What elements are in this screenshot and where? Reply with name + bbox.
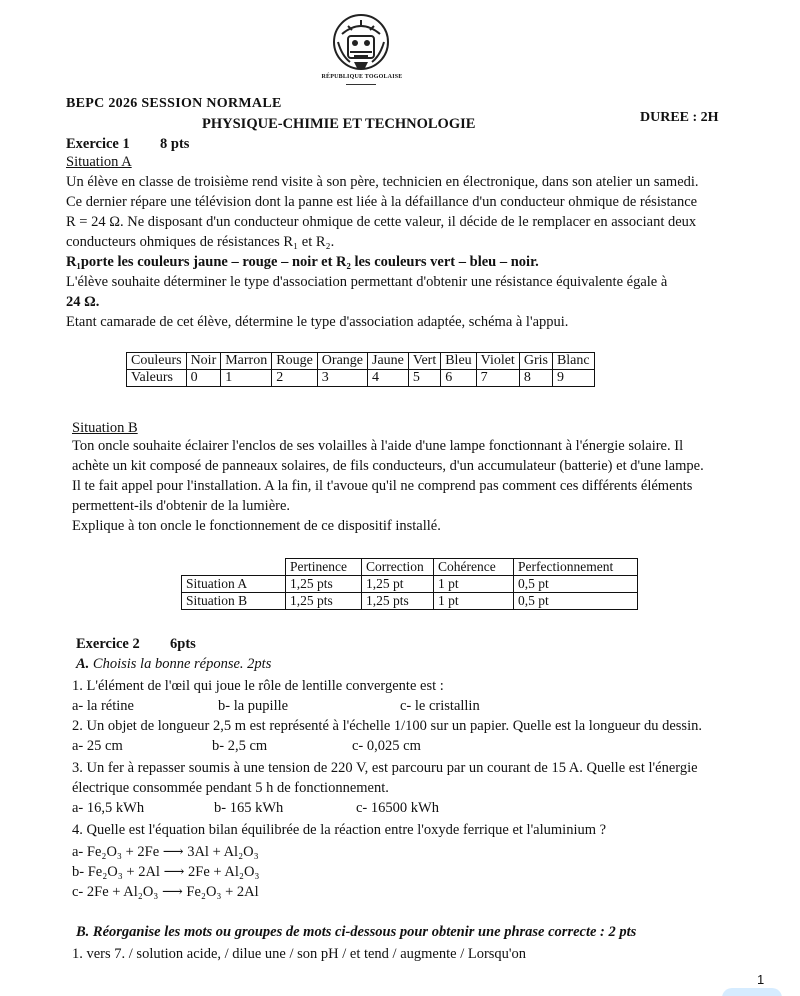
table-cell: 4 [368, 370, 409, 387]
table-cell: Bleu [441, 353, 476, 370]
exercise1-points: 8 pts [160, 136, 190, 152]
table-cell: 1,25 pts [286, 576, 362, 593]
table-cell: 1,25 pts [286, 593, 362, 610]
table-cell: 7 [476, 370, 519, 387]
q4-b-reactants: b- Fe₂O₃ + 2Al [72, 864, 160, 880]
table-cell [182, 559, 286, 576]
q4-a-products: 3Al + Al₂O₃ [187, 844, 259, 860]
page-number: 1 [757, 972, 765, 987]
q4-c-products: Fe₂O₃ + 2Al [186, 884, 259, 900]
situation-a-line: R₁porte les couleurs jaune – rouge – noir et R₂ les couleurs vert – bleu – noir. [66, 254, 539, 270]
situation-b-line: Ton oncle souhaite éclairer l'enclos de ses volailles à l'aide d'une lampe fonctionnant à l'énergie solaire. Il [72, 438, 684, 454]
q4-c-reactants: c- 2Fe + Al₂O₃ [72, 884, 159, 900]
q3-option-b: b- 165 kWh [214, 800, 284, 816]
table-cell: Correction [362, 559, 434, 576]
table-row [127, 370, 595, 387]
table-cell: Marron [221, 353, 272, 370]
q3-option-a: a- 16,5 kWh [72, 800, 145, 816]
table-cell: 5 [408, 370, 440, 387]
situation-a-line: 24 Ω. [66, 294, 100, 310]
table-cell: 0,5 pt [514, 576, 638, 593]
table-cell: Perfectionnement [514, 559, 638, 576]
part-b-instruction: Réorganise les mots ou groupes de mots ci-dessous pour obtenir une phrase correcte : 2 pts [92, 924, 637, 940]
table-cell: Blanc [552, 353, 594, 370]
situation-b-line: achète un kit composé de panneaux solaires, de fils conducteurs, d'un accumulateur (batterie) et d'une lampe. [72, 458, 704, 474]
table-cell: Vert [408, 353, 440, 370]
table-row [182, 593, 638, 610]
table-row [127, 353, 595, 370]
table-cell: 1 [221, 370, 272, 387]
table-cell: 0 [186, 370, 221, 387]
table-cell: Couleurs [127, 353, 187, 370]
table-cell: 9 [552, 370, 594, 387]
table-cell: Jaune [368, 353, 409, 370]
table-row [182, 576, 638, 593]
table-cell: 2 [272, 370, 318, 387]
question-4: 4. Quelle est l'équation bilan équilibrée de la réaction entre l'oxyde ferrique et l'aluminium ? [72, 822, 607, 838]
table-cell: 1 pt [434, 593, 514, 610]
exercise2-title: Exercice 2 [76, 636, 140, 652]
color-code-table [126, 352, 595, 387]
table-cell: Violet [476, 353, 519, 370]
situation-a-line: Ce dernier répare une télévision dont la panne est liée à la défaillance d'un conducteur ohmique de résistance [66, 194, 698, 210]
table-cell: Noir [186, 353, 221, 370]
logo-divider [346, 84, 376, 85]
table-cell: 1 pt [434, 576, 514, 593]
duration-label: DUREE : 2H [640, 110, 719, 125]
q2-option-b: b- 2,5 cm [212, 738, 268, 754]
table-cell: 8 [519, 370, 552, 387]
table-cell: Valeurs [127, 370, 187, 387]
table-cell: Situation B [182, 593, 286, 610]
grading-table [181, 558, 638, 610]
table-row [182, 559, 638, 576]
part-a-heading [76, 656, 271, 673]
table-cell: Pertinence [286, 559, 362, 576]
q4-option-c [72, 882, 259, 902]
situation-a-text [66, 172, 756, 332]
situation-b-line: Explique à ton oncle le fonctionnement de ce dispositif installé. [72, 518, 441, 534]
republic-seal-icon [328, 12, 394, 74]
part-b-heading [76, 924, 636, 941]
exercise2-points: 6pts [170, 636, 196, 652]
table-cell: Situation A [182, 576, 286, 593]
table-cell: Gris [519, 353, 552, 370]
table-cell: 1,25 pt [362, 576, 434, 593]
part-b-letter: B. [76, 924, 90, 940]
q4-a-reactants: a- Fe₂O₃ + 2Fe [72, 844, 160, 860]
part-a-instruction: Choisis la bonne réponse. 2pts [92, 656, 272, 672]
table-cell: Cohérence [434, 559, 514, 576]
table-cell: 1,25 pts [362, 593, 434, 610]
reaction-arrow-icon: ⟶ [162, 844, 188, 860]
situation-a-line: L'élève souhaite déterminer le type d'association permettant d'obtenir une résistance équivalente égale à [66, 274, 668, 290]
situation-a-line: conducteurs ohmiques de résistances R₁ et R₂. [66, 234, 335, 250]
part-a-letter: A. [76, 656, 90, 672]
q2-option-a: a- 25 cm [72, 738, 123, 754]
question-1: 1. L'élément de l'œil qui joue le rôle de lentille convergente est : [72, 678, 444, 694]
situation-a-line: Etant camarade de cet élève, détermine le type d'association adaptée, schéma à l'appui. [66, 314, 569, 330]
question-3-line1: 3. Un fer à repasser soumis à une tension de 220 V, est parcouru par un courant de 15 A. Quelle est l'énergie [72, 760, 698, 776]
table-cell: Orange [317, 353, 367, 370]
q4-option-b [72, 862, 259, 882]
situation-b-line: Il te fait appel pour l'installation. A la fin, il t'avoue qu'il ne comprend pas comment ces différents éléments [72, 478, 693, 494]
table-cell: 0,5 pt [514, 593, 638, 610]
q1-option-a: a- la rétine [72, 698, 134, 714]
q2-option-c: c- 0,025 cm [352, 738, 421, 754]
exam-title: BEPC 2026 SESSION NORMALE [66, 96, 282, 111]
table-cell: Rouge [272, 353, 318, 370]
reaction-arrow-icon: ⟶ [163, 864, 189, 880]
q1-option-b: b- la pupille [218, 698, 289, 714]
q3-option-c: c- 16500 kWh [356, 800, 439, 816]
q4-b-products: 2Fe + Al₂O₃ [188, 864, 260, 880]
reaction-arrow-icon: ⟶ [161, 884, 187, 900]
question-3-line2: électrique consommée pendant 5 h de fonctionnement. [72, 780, 389, 796]
scan-artifact [722, 988, 782, 996]
q1-option-c: c- le cristallin [400, 698, 480, 714]
situation-a-line: R = 24 Ω. Ne disposant d'un conducteur ohmique de cette valeur, il décide de le remplacer en associant deux [66, 214, 697, 230]
question-2: 2. Un objet de longueur 2,5 m est représenté à l'échelle 1/100 sur un papier. Quelle est la longueur du dessin. [72, 718, 702, 734]
subject-title: PHYSIQUE-CHIMIE ET TECHNOLOGIE [202, 116, 476, 132]
situation-b-title: Situation B [72, 420, 138, 436]
situation-a-line: Un élève en classe de troisième rend visite à son père, technicien en électronique, dans son atelier un samedi. [66, 174, 699, 190]
q4-option-a [72, 842, 259, 862]
table-cell: 3 [317, 370, 367, 387]
situation-b-text [72, 436, 762, 536]
part-b-item-1: 1. vers 7. / solution acide, / dilue une / son pH / et tend / augmente / Lorsqu'on [72, 946, 527, 962]
situation-b-line: permettent-ils d'obtenir de la lumière. [72, 498, 291, 514]
logo-caption: RÉPUBLIQUE TOGOLAISE [321, 74, 403, 80]
table-cell: 6 [441, 370, 476, 387]
situation-a-title: Situation A [66, 154, 132, 170]
exercise1-title: Exercice 1 [66, 136, 130, 152]
